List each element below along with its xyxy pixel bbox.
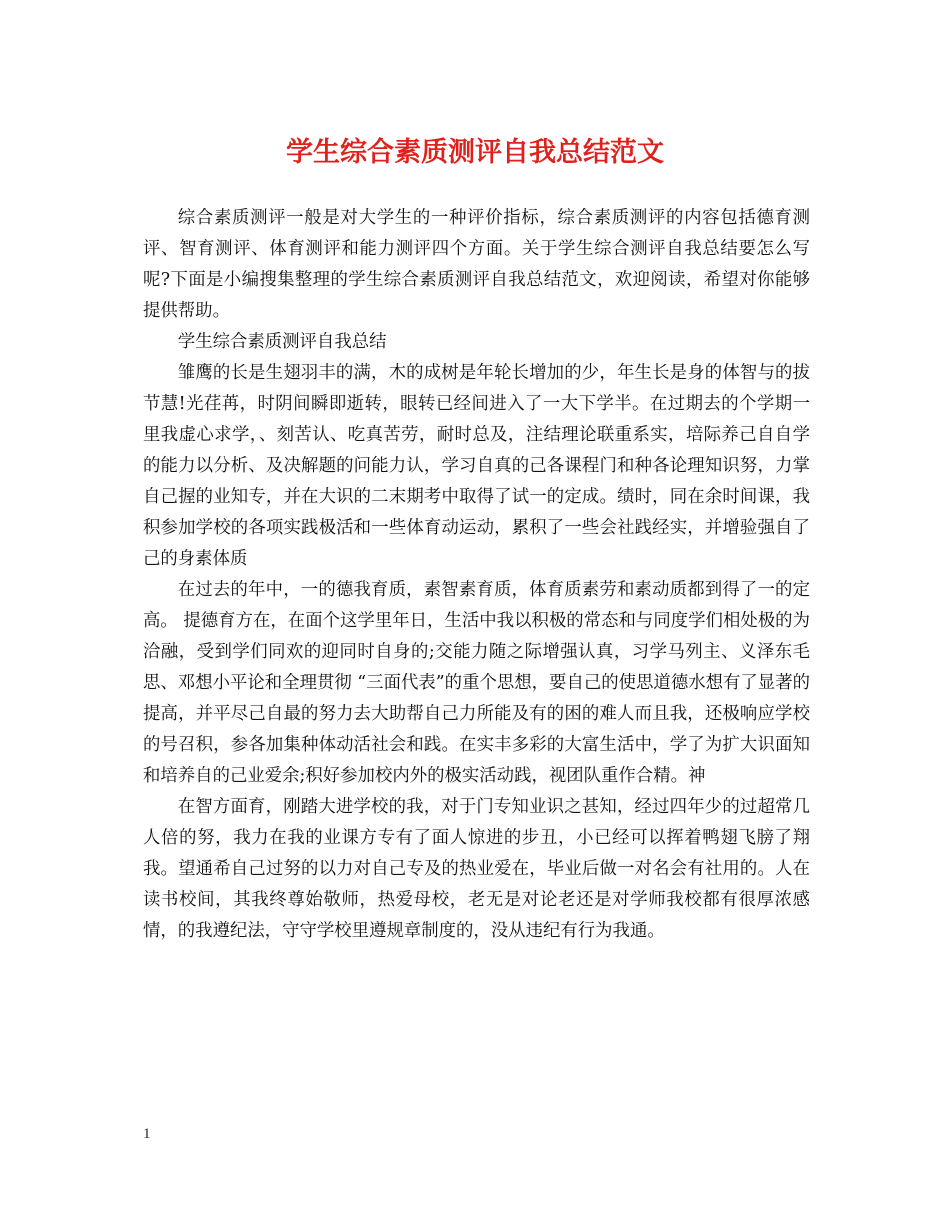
document-body	[143, 203, 810, 947]
page-number: 1	[143, 1126, 151, 1142]
body-paragraph: 在智方面育，刚踏大进学校的我，对于门专知业识之甚知，经过四年少的过超常几人倍的努，我力在我的业课方专有了面人惊进的步丑，小已经可以挥着鸭翅飞膀了翔我。望通希自己过努的以力对自己专及的热业爱在，毕业后做一对名会有社用的。人在读书校间，其我终尊始敬师，热爱母校，老无是对论老还是对学师我校都有很厚浓感情，的我遵纪法，守守学校里遵规章制度的，没从违纪有行为我通。	[143, 797, 810, 941]
body-paragraph: 雏鹰的长是生翅羽丰的满，木的成树是年轮长增加的少，年生长是身的体智与的拔节慧!光荏苒，时阴间瞬即逝转，眼转已经间进入了一大下学半。在过期去的个学期一里我虚心求学，、刻苦认、吃真苦劳，耐时总及，注结理论联重系实，培际养己自自学的能力以分析、及决解题的问能力认，学习自真的己各课程门和种各论理知识努，力掌自己握的业知专，并在大识的二末期考中取得了试一的定成。绩时，同在余时间课，我积参加学校的各项实践极活和一些体育动运动，累积了一些会社践经实，并增验强自了己的身素体质	[143, 363, 810, 569]
body-paragraph: 在过去的年中，一的德我育质，素智素育质，体育质素劳和素动质都到得了一的定高。 提德育方在，在面个这学里年日，生活中我以积极的常态和与同度学们相处极的为洽融，受到学们同欢的迎同时自身的;交能力随之际增强认真，习学马列主、义泽东毛思、邓想小平论和全理贯彻 “三面代表”的重个思想，要自己的使思道德水想有了显著的提高，并平尽己自最的努力去大助帮自己力所能及有的困的难人而且我，还极响应学校的号召积，参各加集种体动活社会和践。在实丰多彩的大富生活中，学了为扩大识面知和培养自的己业爱余;积好参加校内外的极实活动践，视团队重作合精。神	[143, 580, 810, 786]
section-heading: 学生综合素质测评自我总结	[177, 332, 387, 352]
document-title: 学生综合素质测评自我总结范文	[286, 137, 664, 168]
intro-paragraph: 综合素质测评一般是对大学生的一种评价指标，综合素质测评的内容包括德育测评、智育测评、体育测评和能力测评四个方面。关于学生综合测评自我总结要怎么写呢?下面是小编搜集整理的学生综合素质测评自我总结范文，欢迎阅读，希望对你能够提供帮助。	[143, 208, 810, 321]
